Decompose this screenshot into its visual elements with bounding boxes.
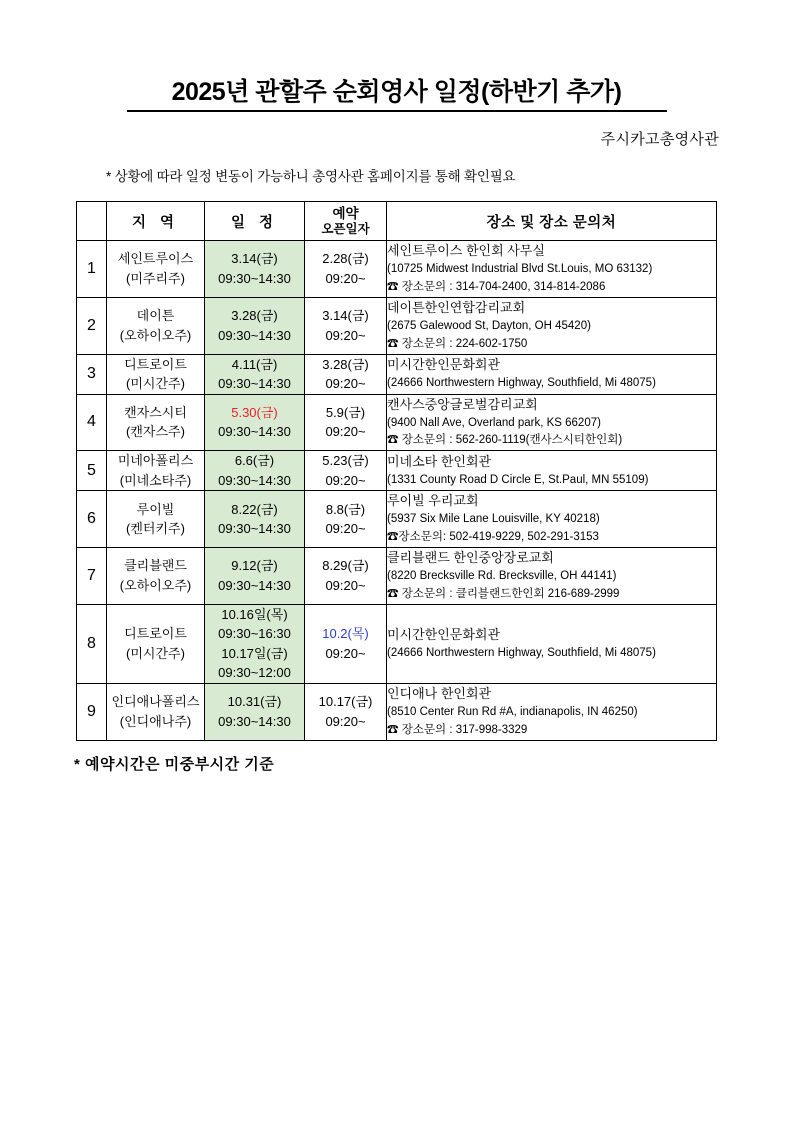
place-contact: ☎ 장소문의 : 314-704-2400, 314-814-2086 [387,280,606,293]
schedule-date-line: 10.31(금) [227,694,282,710]
region-name: 인디애나폴리스 [111,694,200,710]
note-top: * 상황에 따라 일정 변동이 가능하니 총영사관 홈페이지를 통해 확인필요 [106,169,516,184]
table-row [77,548,717,605]
region-state: (캔자스주) [126,424,185,440]
schedule-date-cell [205,548,305,605]
schedule-date-line: 09:30~16:30 [218,626,291,642]
reservation-open-line: 3.28(금) [322,356,369,372]
table-row [77,297,717,354]
region-state: (미주리주) [126,270,185,286]
reservation-open-line: 2.28(금) [322,251,369,267]
place-name: 미시간한인문화회관 [387,357,501,373]
region-name: 디트로이트 [124,356,187,372]
place-address: (8220 Brecksville Rd. Brecksville, OH 44141) [387,570,617,583]
place-address: (10725 Midwest Industrial Blvd St.Louis, MO 63132) [387,263,653,276]
consulate-name: 주시카고총영사관 [600,131,719,148]
region-state: (미네소타주) [119,472,192,488]
table-row [77,604,717,683]
schedule-date-cell [205,683,305,740]
place-name: 캔사스중앙글로벌감리교회 [387,396,538,412]
region-name: 세인트루이스 [117,251,194,267]
schedule-date-cell [205,491,305,548]
page-title: 2025년 관할주 순회영사 일정(하반기 추가) [171,78,622,106]
column-header-reservation [305,202,387,241]
place-address: (9400 Nall Ave, Overland park, KS 66207) [387,416,601,429]
row-number: 1 [77,241,107,298]
reservation-open-cell [305,241,387,298]
place-address: (8510 Center Run Rd #A, indianapolis, IN 46250) [387,705,638,718]
schedule-date-line: 09:30~14:30 [218,521,291,537]
region-name: 캔자스시티 [124,404,187,420]
region-state: (미시간주) [126,645,185,661]
place-name: 데이튼한인연합감리교회 [387,299,526,315]
schedule-date-cell [205,241,305,298]
table-row [77,241,717,298]
schedule-date-line: 6.6(금) [234,453,275,469]
schedule-date-line: 09:30~14:30 [218,327,291,343]
schedule-date-cell [205,354,305,394]
place-cell [387,548,717,605]
reservation-open-line: 5.23(금) [322,453,369,469]
schedule-date-cell [205,394,305,451]
column-header-place: 장소 및 장소 문의처 [387,202,717,241]
place-contact: ☎ 장소문의 : 562-260-1119(캔사스시티한인회) [387,434,623,447]
region-cell [107,548,205,605]
place-name: 미네소타 한인회관 [387,453,492,469]
region-cell [107,683,205,740]
reservation-open-line: 09:20~ [325,521,366,537]
reservation-open-line: 09:20~ [325,376,366,392]
place-name: 인디애나 한인회관 [387,685,492,701]
reservation-open-line: 09:20~ [325,472,366,488]
schedule-date-cell [205,297,305,354]
schedule-date-line: 10.16일(목) [221,606,288,622]
schedule-date-line: 09:30~14:30 [218,270,291,286]
place-cell [387,354,717,394]
schedule-date-line: 5.30(금) [231,404,278,420]
reservation-open-line: 10.17(금) [318,694,373,710]
row-number: 7 [77,548,107,605]
reservation-open-line: 8.29(금) [322,558,369,574]
place-cell [387,241,717,298]
schedule-date-line: 09:30~14:30 [218,577,291,593]
schedule-date-cell [205,604,305,683]
region-name: 클리블랜드 [124,558,187,574]
note-bottom: * 예약시간은 미중부시간 기준 [74,755,275,773]
row-number: 3 [77,354,107,394]
region-cell [107,491,205,548]
place-address: (1331 County Road D Circle E, St.Paul, MN 55109) [387,473,649,486]
title-underline [127,110,667,112]
column-header-reservation-line2: 오픈일자 [321,221,370,236]
schedule-date-line: 09:30~14:30 [218,424,291,440]
reservation-open-cell [305,548,387,605]
table-body [77,241,717,741]
place-cell [387,683,717,740]
place-cell [387,297,717,354]
reservation-open-line: 09:20~ [325,577,366,593]
region-cell [107,451,205,491]
region-name: 디트로이트 [124,626,187,642]
region-state: (인디애나주) [119,713,192,729]
place-address: (2675 Galewood St, Dayton, OH 45420) [387,319,591,332]
place-address: (24666 Northwestern Highway, Southfield, Mi 48075) [387,377,656,390]
table-header-row [77,202,717,241]
place-address: (5937 Six Mile Lane Louisville, KY 40218) [387,513,600,526]
region-state: (켄터키주) [126,521,185,537]
place-cell [387,451,717,491]
schedule-date-line: 09:30~14:30 [218,713,291,729]
reservation-open-line: 8.8(금) [325,501,366,517]
place-cell [387,491,717,548]
column-header-region: 지 역 [107,202,205,241]
reservation-open-cell [305,354,387,394]
region-cell [107,241,205,298]
place-name: 루이빌 우리교회 [387,493,479,509]
region-name: 루이빌 [136,501,175,517]
reservation-open-line: 09:20~ [325,270,366,286]
place-contact: ☎ 장소문의 : 클리블랜드한인회 216-689-2999 [387,588,620,601]
region-cell [107,394,205,451]
table-row [77,354,717,394]
reservation-open-cell [305,297,387,354]
reservation-open-line: 09:20~ [325,645,366,661]
reservation-open-cell [305,491,387,548]
region-state: (미시간주) [126,376,185,392]
column-header-reservation-line1: 예약 [332,206,359,222]
region-state: (오하이오주) [119,577,192,593]
reservation-open-line: 09:20~ [325,424,366,440]
row-number: 5 [77,451,107,491]
schedule-date-line: 09:30~14:30 [218,472,291,488]
place-name: 미시간한인문화회관 [387,626,501,642]
schedule-date-line: 10.17일(금) [221,645,288,661]
table-row [77,451,717,491]
schedule-date-line: 9.12(금) [231,558,278,574]
place-name: 세인트루이스 한인회 사무실 [387,243,545,258]
schedule-date-cell [205,451,305,491]
reservation-open-line: 5.9(금) [325,404,366,420]
row-number: 4 [77,394,107,451]
place-name: 클리블랜드 한인중앙장로교회 [387,550,554,566]
reservation-open-line: 09:20~ [325,713,366,729]
reservation-open-cell [305,451,387,491]
reservation-open-cell [305,683,387,740]
reservation-open-cell [305,394,387,451]
place-cell [387,394,717,451]
schedule-date-line: 8.22(금) [231,501,278,517]
reservation-open-line: 3.14(금) [322,308,369,324]
reservation-open-line: 09:20~ [325,327,366,343]
schedule-date-line: 3.28(금) [231,308,278,324]
place-cell [387,604,717,683]
place-contact: ☎ 장소문의 : 224-602-1750 [387,337,528,350]
reservation-open-line: 10.2(목) [322,626,369,642]
reservation-open-cell [305,604,387,683]
row-number: 8 [77,604,107,683]
region-name: 미네아폴리스 [117,453,194,469]
table-row [77,491,717,548]
column-header-no [77,202,107,241]
region-cell [107,604,205,683]
place-address: (24666 Northwestern Highway, Southfield, Mi 48075) [387,646,656,659]
region-cell [107,297,205,354]
row-number: 2 [77,297,107,354]
place-contact: ☎장소문의: 502-419-9229, 502-291-3153 [387,531,599,544]
region-cell [107,354,205,394]
region-name: 데이튼 [136,308,175,324]
region-state: (오하이오주) [119,327,192,343]
row-number: 6 [77,491,107,548]
row-number: 9 [77,683,107,740]
schedule-table [76,201,717,741]
table-row [77,683,717,740]
column-header-date: 일 정 [205,202,305,241]
schedule-date-line: 09:30~12:00 [218,665,291,681]
place-contact: ☎ 장소문의 : 317-998-3329 [387,723,528,736]
schedule-date-line: 4.11(금) [231,356,278,372]
table-row [77,394,717,451]
schedule-date-line: 3.14(금) [231,251,278,267]
schedule-date-line: 09:30~14:30 [218,376,291,392]
